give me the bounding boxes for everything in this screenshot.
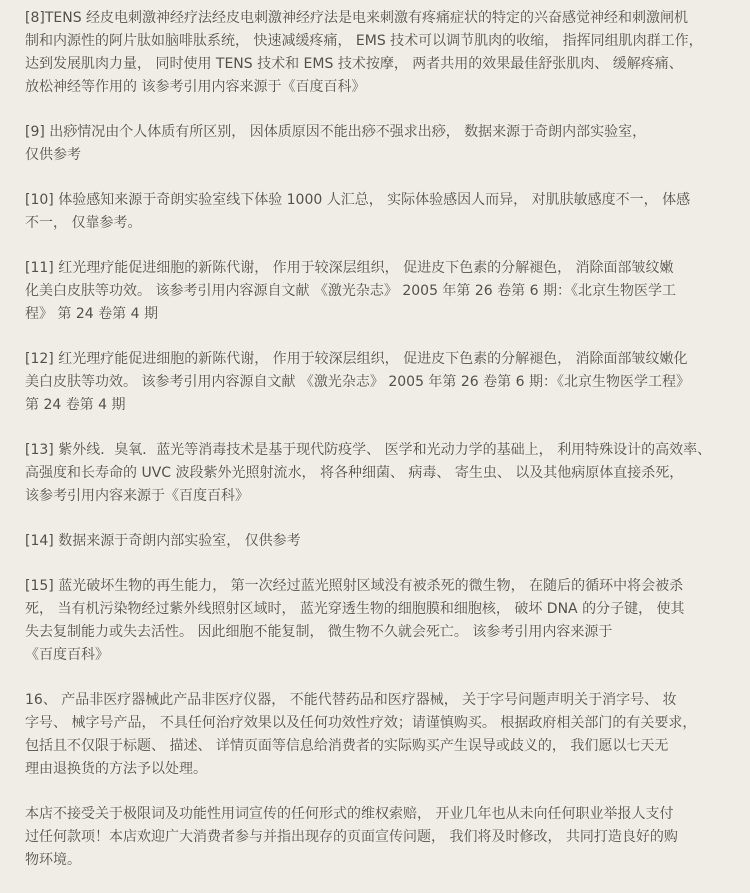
note-line: 16、 产品非医疗器械此产品非医疗仪器， 不能代替药品和医疗器械， 关于字号问题声明关于消字号、 妆 [25,692,677,708]
note-line: 该参考引用内容来源于《百度百科》 [25,488,249,504]
note-10 [25,189,742,235]
note-line: 程》 第 24 卷第 4 期 [25,306,158,322]
note-line: 不一， 仅靠参考。 [25,215,142,231]
note-line: 失去复制能力或失去活性。 因此细胞不能复制， 微生物不久就会死亡。 该参考引用内容来源于 [25,624,613,640]
note-line: [8]TENS 经皮电刺激神经疗法经皮电刺激神经疗法是电来刺激有疼痛症状的特定的兴奋感觉神经和刺激闸机 [25,10,689,26]
note-line: 《百度百科》 [25,647,109,663]
note-line: 仅供参考 [25,147,81,163]
note-12 [25,348,742,417]
note-line: 放松神经等作用的 该参考引用内容来源于《百度百科》 [25,79,366,95]
note-11 [25,257,742,326]
note-line: 本店不接受关于极限词及功能性用词宣传的任何形式的维权索赔， 开业几年也从未向任何职业举报人支付 [25,806,674,822]
note-line: 字号、 械字号产品， 不具任何治疗效果以及任何功效性疗效；请谨慎购买。 根据政府相关部门的有关要求， [25,715,697,731]
note-15 [25,575,742,667]
note-9 [25,121,742,167]
note-line: [12] 红光理疗能促进细胞的新陈代谢， 作用于较深层组织， 促进皮下色素的分解褪色， 消除面部皱纹嫩化 [25,351,688,367]
note-8 [25,7,742,99]
note-line: 死， 当有机污染物经过紫外线照射区域时， 蓝光穿透生物的细胞膜和细胞核， 破坏 DNA 的分子键， 使其 [25,601,685,617]
note-16 [25,689,742,781]
note-line: 化美白皮肤等功效。 该参考引用内容源自文献 《激光杂志》 2005 年第 26 卷第 6 期：《北京生物医学工 [25,283,676,299]
note-line: [10] 体验感知来源于奇朗实验室线下体验 1000 人汇总， 实际体验感因人而异， 对肌肤敏感度不一， 体感 [25,192,691,208]
note-line: 制和内源性的阿片肽如脑啡肽系统， 快速减缓疼痛， EMS 技术可以调节肌肉的收缩， 指挥同组肌肉群工作， [25,33,703,49]
note-line: 过任何款项！本店欢迎广大消费者参与并指出现存的页面宣传问题， 我们将及时修改， 共同打造良好的购 [25,829,678,845]
note-line: [9] 出痧情况由个人体质有所区别， 因体质原因不能出痧不强求出痧， 数据来源于奇朗内部实验室， [25,124,647,140]
store-statement [25,803,742,872]
note-line: 包括且不仅限于标题、 描述、 详情页面等信息给消费者的实际购买产生误导或歧义的， 我们愿以七天无 [25,738,669,754]
note-13 [25,439,742,508]
note-line: [13] 紫外线．臭氧．蓝光等消毒技术是基于现代防疫学、 医学和光动力学的基础上， 利用特殊设计的高效率、 [25,442,712,458]
note-line: 第 24 卷第 4 期 [25,397,126,413]
note-line: 高强度和长寿命的 UVC 波段紫外光照射流水， 将各种细菌、 病毒、 寄生虫、 以及其他病原体直接杀死， [25,465,684,481]
note-line: 达到发展肌肉力量， 同时使用 TENS 技术和 EMS 技术按摩， 两者共用的效果最佳舒张肌肉、 缓解疼痛、 [25,56,683,72]
note-line: [14] 数据来源于奇朗内部实验室， 仅供参考 [25,533,301,549]
note-line: 美白皮肤等功效。 该参考引用内容源自文献 《激光杂志》 2005 年第 26 卷第 6 期：《北京生物医学工程》 [25,374,690,390]
note-line: [15] 蓝光破坏生物的再生能力， 第一次经过蓝光照射区域没有被杀死的微生物， 在随后的循环中将会被杀 [25,578,684,594]
note-line: [11] 红光理疗能促进细胞的新陈代谢， 作用于较深层组织， 促进皮下色素的分解褪色， 消除面部皱纹嫩 [25,260,674,276]
note-line: 理由退换货的方法予以处理。 [25,761,207,777]
note-14 [25,530,742,553]
note-line: 物环境。 [25,852,81,868]
